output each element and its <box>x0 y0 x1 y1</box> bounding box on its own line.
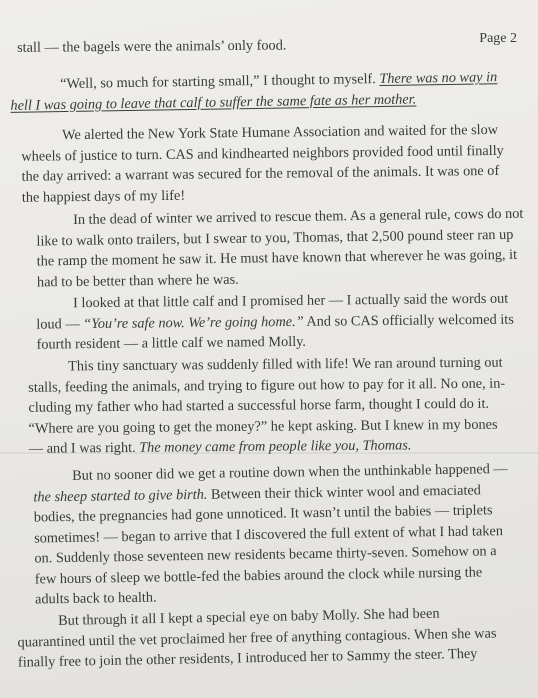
text-run: But through it all I kept a special eye on baby Molly. She had been <box>58 605 440 629</box>
text-run: “Where are you going to get the money?” he kept asking. But I knew in my bones <box>28 416 498 437</box>
paragraph-6 <box>0 352 538 459</box>
text-run: on. Suddenly those seventeen new residents became thirty-seven. Somehow on a <box>34 543 497 567</box>
text-run: like to walk onto trailers, but I swear to you, Thomas, that 2,500 pound steer ran up <box>36 226 514 249</box>
text-run: the day arrived: a warrant was secured for the removal of the animals. It was one of <box>21 162 500 185</box>
text-run: wheels of justice to turn. CAS and kindhearted neighbors provided food until finally <box>21 142 504 165</box>
underlined-emphasis: hell I was going to leave that calf to suffer the same fate as her mother. <box>10 90 417 114</box>
italic-emphasis: The money came from people like you, Thomas. <box>139 437 412 456</box>
paragraph-8 <box>0 602 538 674</box>
text-run: the happiest days of my life! <box>21 187 186 206</box>
text-run: few hours of sleep we bottle-fed the babies around the clock while nursing the <box>34 563 483 587</box>
italic-emphasis: the sheep started to give birth. <box>33 486 208 505</box>
text-run: I looked at that little calf and I promised her — I actually said the words out <box>73 290 509 312</box>
text-run: “Well, so much for starting small,” I thought to myself. <box>60 71 380 93</box>
page-number: Page 2 <box>479 31 517 46</box>
paragraph-3 <box>0 119 538 208</box>
text-run: But no sooner did we get a routine down when the unthinkable happened — <box>72 461 508 484</box>
text-run: And so CAS officially welcomed its <box>303 311 514 330</box>
text-run: loud — <box>36 315 84 333</box>
text-run: sometimes! — began to arrive that I discovered the full extent of what I had taken <box>33 522 504 546</box>
text-run: quarantined until the vet proclaimed her free of anything contagious. When she was <box>17 624 497 651</box>
paragraph-4 <box>0 203 538 293</box>
text-run: bodies, the pregnancies had gone unnoticed. It wasn’t until the babies — triplets <box>33 502 493 526</box>
paragraph-7 <box>0 459 538 611</box>
text-run: Between their thick winter wool and emaciated <box>207 481 481 503</box>
italic-emphasis: “You’re safe now. We’re going home.” <box>83 313 304 332</box>
text-run: We alerted the New York State Humane Association and waited for the slow <box>62 121 499 144</box>
text-run: cluding my father who had started a successful horse farm, thought I could do it. <box>28 395 490 416</box>
text-run: the ramp the moment he saw it. He must have known that wherever he was going, it <box>36 246 518 270</box>
text-run: fourth resident — a little calf we named Molly. <box>36 333 307 353</box>
text-run: stall — the bagels were the animals’ only food. <box>17 37 287 56</box>
paragraph-5 <box>0 288 538 355</box>
text-run: stalls, feeding the animals, and trying to figure out how to pay for it all. No one, in- <box>28 375 506 396</box>
underlined-emphasis: There was no way in <box>379 69 498 88</box>
paragraph-1 <box>0 33 538 58</box>
text-line <box>1 434 538 459</box>
paragraph-2 <box>0 67 538 116</box>
text-run: This tiny sanctuary was suddenly filled with life! We ran around turning out <box>68 354 503 375</box>
text-run: finally free to join the other residents, I introduced her to Sammy the steer. They <box>17 645 478 671</box>
text-line <box>0 33 538 58</box>
text-run: had to be better than where he was. <box>36 271 239 290</box>
text-line <box>0 329 538 355</box>
text-run: — and I was right. <box>28 439 140 457</box>
text-run: adults back to health. <box>34 589 157 608</box>
text-run: In the dead of winter we arrived to rescue them. As a general rule, cows do not <box>73 205 524 228</box>
